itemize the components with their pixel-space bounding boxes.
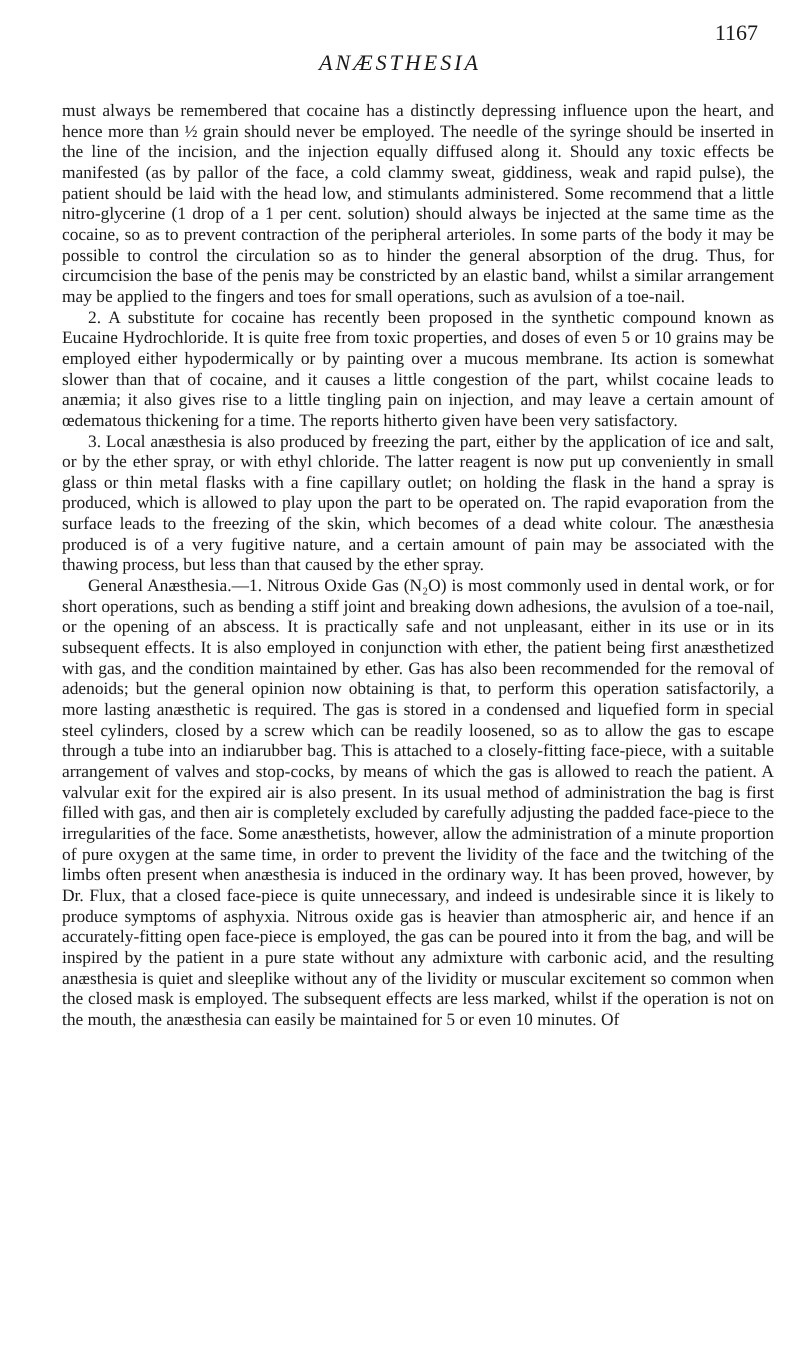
body-text [62, 100, 774, 1030]
page-number: 1167 [714, 20, 758, 45]
paragraph-cocaine-continuation: must always be remembered that cocaine has a distinctly depressing influence upon the heart, and hence more than ½ grain should never be employed. The needle of the syringe should be inserted in the line of the incision, and the injection equally diffused along it. Should any toxic effects be manifested (as by pallor of the face, a cold clammy sweat, giddiness, weak and rapid pulse), the patient should be laid with the head low, and stimulants administered. Some recommend that a little nitro-glycerine (1 drop of a 1 per cent. solution) should always be injected at the same time as the cocaine, so as to prevent contraction of the peripheral arterioles. In some parts of the body it may be possible to control the circulation so as to hinder the general absorption of the drug. Thus, for circumcision the base of the penis may be constricted by an elastic band, whilst a similar arrangement may be applied to the fingers and toes for small operations, such as avulsion of a toe-nail. [62, 100, 774, 306]
paragraph-eucaine: 2. A substitute for cocaine has recently been proposed in the synthetic compound known as Eucaine Hydrochloride. It is quite free from toxic properties, and doses of even 5 or 10 grains may be employed either hypodermically or by painting over a mucous membrane. Its action is somewhat slower than that of cocaine, and it causes a little congestion of the part, whilst cocaine leads to anæmia; it also gives rise to a little tingling pain on injection, and may leave a certain amount of œdematous thickening for a time. The reports hitherto given have been very satisfactory. [62, 306, 774, 430]
paragraph-freezing: 3. Local anæsthesia is also produced by freezing the part, either by the application of ice and salt, or by the ether spray, or with ethyl chloride. The latter reagent is now put up conveniently in small glass or thin metal flasks with a fine capillary outlet; on holding the flask in the hand a spray is produced, which is allowed to play upon the part to be operated on. The rapid evaporation from the surface leads to the freezing of the skin, which becomes of a dead white colour. The anæsthesia produced is of a very fugitive nature, and a certain amount of pain may be associated with the thawing process, but less than that caused by the ether spray. [62, 430, 774, 575]
running-title: ANÆSTHESIA [319, 50, 481, 75]
paragraph-general-anaesthesia: General Anæsthesia.—1. Nitrous Oxide Gas (N₂O) is most commonly used in dental work, or for short operations, such as bending a stiff joint and breaking down adhesions, the avulsion of a toe-nail, or the opening of an abscess. It is practically safe and not unpleasant, either in its use or in its subsequent effects. It is also employed in conjunction with ether, the patient being first anæsthetized with gas, and the condition maintained by ether. Gas has also been recommended for the removal of adenoids; but the general opinion now obtaining is that, to perform this operation satisfactorily, a more lasting anæsthetic is required. The gas is stored in a condensed and liquefied form in special steel cylinders, closed by a screw which can be readily loosened, so as to allow the gas to escape through a tube into an indiarubber bag. This is attached to a closely-fitting face-piece, with a suitable arrangement of valves and stop-cocks, by means of which the gas is allowed to reach the patient. A valvular exit for the expired air is also present. In its usual method of administration the bag is first filled with gas, and then air is completely excluded by carefully adjusting the padded face-piece to the irregularities of the face. Some anæsthetists, however, allow the administration of a minute proportion of pure oxygen at the same time, in order to prevent the lividity of the face and the twitching of the limbs often present when anæsthesia is induced in the ordinary way. It has been proved, however, by Dr. Flux, that a closed face-piece is quite unnecessary, and indeed is undesirable since it is likely to produce symptoms of asphyxia. Nitrous oxide gas is heavier than atmospheric air, and hence if an accurately-fitting open face-piece is employed, the gas can be poured into it from the bag, and will be inspired by the patient in a pure state without any admixture with carbonic acid, and the resulting anæsthesia is quiet and sleeplike without any of the lividity or muscular excitement so common when the closed mask is employed. The subsequent effects are less marked, whilst if the operation is not on the mouth, the anæsthesia can easily be maintained for 5 or even 10 minutes. Of [62, 575, 774, 1029]
